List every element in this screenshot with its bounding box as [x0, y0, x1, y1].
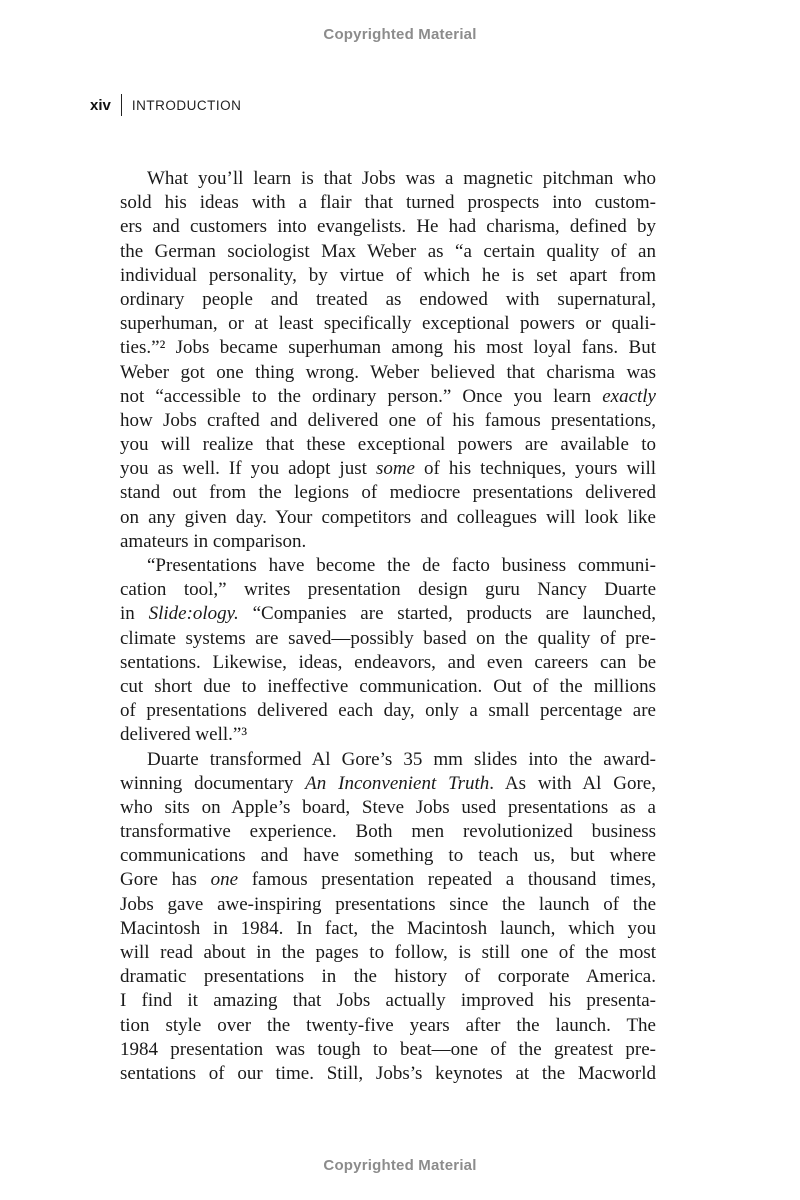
- text-line: [120, 530, 656, 554]
- text-segment: Jobs became superhuman among his most loyal fans. But: [165, 337, 656, 359]
- text-segment: I find it amazing that Jobs actually improved his presenta-: [120, 990, 656, 1012]
- text-line: [120, 602, 656, 626]
- text-segment: Weber got one thing wrong. Weber believed that charisma was: [120, 361, 656, 383]
- text-line: [120, 409, 656, 433]
- text-line: [120, 796, 656, 820]
- text-segment: delivered well.”³: [120, 724, 248, 746]
- text-line: [120, 772, 656, 796]
- text-segment: Jobs gave awe-inspiring presentations since the launch of the: [120, 893, 656, 915]
- text-line: [120, 820, 656, 844]
- text-line: [120, 844, 656, 868]
- text-segment: What you’ll learn is that Jobs was a magnetic pitchman who: [147, 168, 656, 189]
- text-segment: sold his ideas with a flair that turned prospects into custom-: [120, 192, 656, 214]
- text-line: [120, 215, 656, 239]
- text-segment: famous presentation repeated a thousand times,: [238, 869, 656, 891]
- text-line: [120, 288, 656, 312]
- text-segment: “Companies are started, products are launched,: [238, 603, 657, 625]
- italic-text: some: [375, 458, 415, 480]
- text-segment: Duarte transformed Al Gore’s 35 mm slides into the award-: [147, 748, 656, 770]
- text-line: [120, 433, 656, 457]
- text-segment: of his techniques, yours will: [415, 458, 657, 480]
- text-segment: who sits on Apple’s board, Steve Jobs used presentations as a: [120, 796, 656, 818]
- text-segment: 1984 presentation was tough to beat—one of the greatest pre-: [120, 1038, 656, 1060]
- text-segment: not “accessible to the ordinary person.” Once you learn: [120, 385, 603, 407]
- text-segment: tion style over the twenty-five years after the launch. The: [120, 1014, 656, 1036]
- text-line: [120, 1062, 656, 1086]
- text-segment: dramatic presentations in the history of corporate America.: [120, 966, 656, 988]
- text-line: [120, 1038, 656, 1062]
- text-line: [120, 554, 656, 578]
- running-header: [90, 94, 241, 116]
- text-segment: of presentations delivered each day, only a small percentage are: [120, 700, 656, 722]
- text-line: [120, 917, 656, 941]
- text-segment: cation tool,” writes presentation design guru Nancy Duarte: [120, 579, 656, 601]
- text-line: [120, 989, 656, 1013]
- text-segment: sentations of our time. Still, Jobs’s keynotes at the Macworld: [120, 1062, 656, 1084]
- text-line: [120, 191, 656, 215]
- italic-text: Slide:ology.: [148, 603, 239, 625]
- text-segment: transformative experience. Both men revolutionized business: [120, 821, 656, 843]
- text-segment: “Presentations have become the de facto business communi-: [147, 555, 656, 576]
- copyright-watermark-bottom: Copyrighted Material: [323, 1157, 477, 1174]
- text-line: [120, 651, 656, 675]
- text-line: [120, 457, 656, 481]
- text-line: [120, 578, 656, 602]
- text-line: [120, 264, 656, 288]
- text-segment: you as well. If you adopt just: [120, 458, 376, 480]
- text-line: [120, 868, 656, 892]
- page-number: xiv: [90, 96, 111, 114]
- text-line: [120, 699, 656, 723]
- section-title: INTRODUCTION: [131, 97, 242, 113]
- text-line: [120, 723, 656, 747]
- text-line: [120, 240, 656, 264]
- text-segment: Macintosh in 1984. In fact, the Macintosh launch, which you: [120, 917, 656, 939]
- text-segment: sentations. Likewise, ideas, endeavors, and even careers can be: [120, 651, 656, 673]
- text-line: [120, 506, 656, 530]
- italic-text: exactly: [602, 385, 656, 407]
- text-segment: . As with Al Gore,: [489, 772, 656, 794]
- text-segment: stand out from the legions of mediocre presentations delivered: [120, 482, 656, 504]
- text-line: [120, 1014, 656, 1038]
- text-segment: Gore has: [120, 869, 211, 891]
- text-segment: individual personality, by virtue of which he is set apart from: [120, 264, 656, 286]
- text-line: [120, 312, 656, 336]
- text-segment: ers and customers into evangelists. He had charisma, defined by: [120, 216, 656, 238]
- body-text: [120, 167, 656, 1086]
- text-line: [120, 167, 656, 191]
- text-line: [120, 481, 656, 505]
- text-line: [120, 336, 656, 360]
- text-segment: climate systems are saved—possibly based on the quality of pre-: [120, 627, 656, 649]
- text-segment: cut short due to ineffective communication. Out of the millions: [120, 675, 656, 697]
- text-segment: winning documentary: [120, 772, 306, 794]
- text-segment: communications and have something to teach us, but where: [120, 845, 656, 867]
- text-line: [120, 893, 656, 917]
- text-segment: in: [120, 603, 149, 625]
- text-segment: ties.”²: [120, 337, 166, 359]
- text-segment: superhuman, or at least specifically exceptional powers or quali-: [120, 313, 656, 335]
- text-line: [120, 361, 656, 385]
- text-line: [120, 385, 656, 409]
- text-line: [120, 627, 656, 651]
- italic-text: one: [210, 869, 239, 891]
- text-segment: on any given day. Your competitors and colleagues will look like: [120, 506, 656, 528]
- text-segment: how Jobs crafted and delivered one of his famous presentations,: [120, 409, 656, 431]
- text-line: [120, 965, 656, 989]
- text-segment: the German sociologist Max Weber as “a certain quality of an: [120, 240, 656, 262]
- copyright-watermark-top: Copyrighted Material: [323, 26, 477, 43]
- text-line: [120, 748, 656, 772]
- text-segment: ordinary people and treated as endowed with supernatural,: [120, 288, 656, 310]
- text-segment: amateurs in comparison.: [120, 530, 307, 552]
- text-segment: will read about in the pages to follow, is still one of the most: [120, 942, 656, 963]
- text-line: [120, 941, 656, 965]
- header-divider: [121, 94, 122, 116]
- text-line: [120, 675, 656, 699]
- italic-text: An Inconvenient Truth: [305, 772, 490, 794]
- text-segment: you will realize that these exceptional powers are available to: [120, 434, 656, 456]
